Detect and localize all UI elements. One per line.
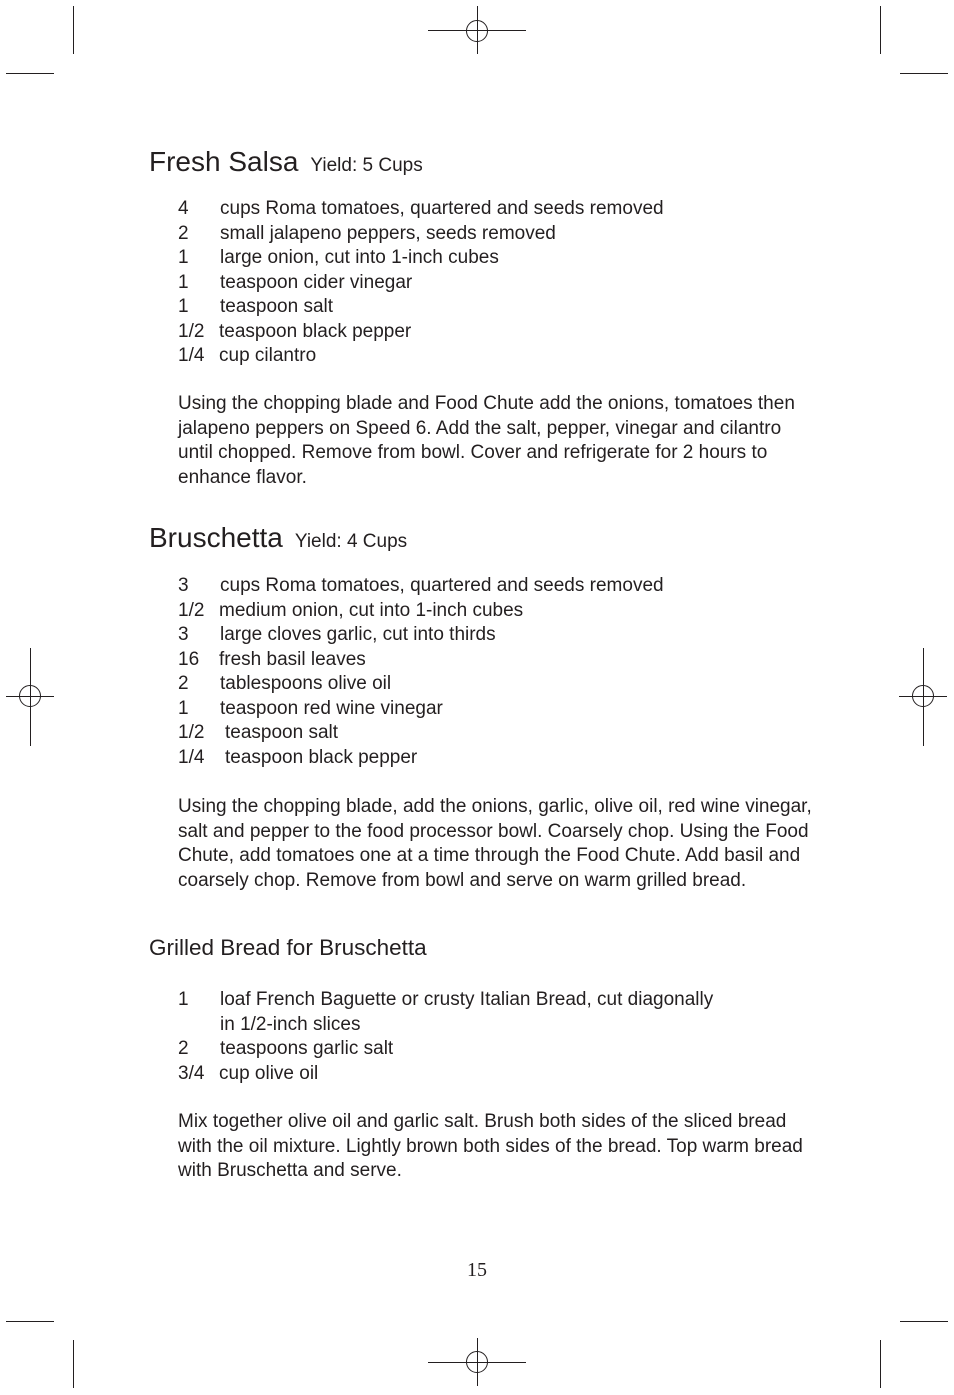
ingredient-text: teaspoon black pepper: [225, 746, 418, 768]
ingredient-list: [178, 197, 664, 369]
ingredient-item: [178, 648, 664, 673]
ingredient-qty: 1/2: [178, 599, 205, 621]
ingredient-item: [178, 320, 664, 345]
ingredient-text: large cloves garlic, cut into thirds: [220, 624, 496, 645]
ingredient-text: teaspoons garlic salt: [220, 1038, 394, 1059]
ingredient-text: [220, 988, 713, 1037]
ingredient-qty: 1: [178, 271, 189, 293]
ingredient-text: cups Roma tomatoes, quartered and seeds removed: [220, 198, 664, 219]
ingredient-qty: 3: [178, 624, 189, 645]
ingredient-qty: 1: [178, 989, 189, 1010]
ingredient-qty: 1/4: [178, 345, 205, 366]
recipe-title: Grilled Bread for Bruschetta: [149, 935, 427, 960]
ingredient-text: teaspoon red wine vinegar: [220, 697, 443, 719]
ingredient-item: [178, 988, 713, 1037]
ingredient-qty: 1/2: [178, 320, 205, 342]
ingredient-text-line: loaf French Baguette or crusty Italian Bread, cut diagonally: [220, 989, 714, 1010]
recipe-instructions: Mix together olive oil and garlic salt. Brush both sides of the sliced bread with the oil mixture. Lightly brown both sides of the bread. Top warm bread with Bruschetta and serve.: [178, 1111, 803, 1181]
ingredient-text: teaspoon salt: [220, 296, 334, 317]
ingredient-item: [178, 672, 664, 697]
page-number: 15: [467, 1259, 487, 1281]
ingredient-qty: 1/4: [178, 746, 205, 768]
recipe-title: [149, 142, 423, 179]
ingredient-item: [178, 197, 664, 222]
ingredient-text: cup olive oil: [219, 1062, 319, 1084]
ingredient-text: teaspoon cider vinegar: [220, 271, 413, 293]
ingredient-text: teaspoon salt: [225, 722, 339, 743]
ingredient-list: [178, 574, 664, 770]
recipe-title: [149, 518, 407, 555]
ingredient-qty: 1: [178, 697, 189, 719]
ingredient-text: medium onion, cut into 1-inch cubes: [219, 599, 524, 621]
ingredient-item: [178, 246, 664, 271]
recipe-instructions: Using the chopping blade and Food Chute add the onions, tomatoes then jalapeno peppers on Speed 6. Add the salt, pepper, vinegar and cilantro until chopped. Remove from bowl. Cover and refrigerate for 2 hours to enhance flavor.: [178, 393, 795, 488]
ingredient-text: fresh basil leaves: [219, 648, 366, 670]
ingredient-text: large onion, cut into 1-inch cubes: [220, 247, 499, 268]
ingredient-qty: 2: [178, 222, 189, 244]
ingredient-qty: 2: [178, 1038, 189, 1059]
ingredient-qty: 16: [178, 648, 200, 670]
recipe-name: Bruschetta: [149, 522, 283, 553]
ingredient-item: [178, 1062, 713, 1087]
ingredient-item: [178, 271, 664, 296]
ingredient-qty: 1: [178, 296, 189, 317]
ingredient-item: [178, 1037, 713, 1062]
ingredient-text: teaspoon black pepper: [219, 320, 412, 342]
ingredient-text: cups Roma tomatoes, quartered and seeds removed: [220, 575, 664, 596]
ingredient-qty: 1: [178, 247, 189, 268]
ingredient-item: [178, 623, 664, 648]
ingredient-list: [178, 988, 713, 1086]
recipe-name: Fresh Salsa: [149, 146, 299, 177]
ingredient-text: tablespoons olive oil: [220, 673, 392, 694]
ingredient-text: cup cilantro: [219, 345, 317, 366]
ingredient-item: [178, 574, 664, 599]
ingredient-item: [178, 295, 664, 320]
ingredient-text: small jalapeno peppers, seeds removed: [220, 222, 556, 244]
ingredient-text-continuation: in 1/2-inch slices: [220, 1013, 361, 1035]
ingredient-qty: 1/2: [178, 722, 205, 743]
ingredient-item: [178, 721, 664, 746]
ingredient-item: [178, 697, 664, 722]
recipe-yield: Yield: 5 Cups: [310, 155, 423, 176]
ingredient-item: [178, 222, 664, 247]
recipe-yield: Yield: 4 Cups: [294, 531, 408, 552]
ingredient-qty: 4: [178, 198, 189, 219]
ingredient-qty: 3/4: [178, 1062, 205, 1084]
ingredient-qty: 2: [178, 673, 189, 694]
ingredient-item: [178, 746, 664, 771]
recipe-instructions: Using the chopping blade, add the onions, garlic, olive oil, red wine vinegar, salt and pepper to the food processor bowl. Coarsely chop. Using the Food Chute, add tomatoes one at a time through the Food Chute. Add basil and coarsely chop. Remove from bowl and serve on warm grilled bread.: [178, 796, 812, 891]
ingredient-item: [178, 599, 664, 624]
ingredient-item: [178, 344, 664, 369]
ingredient-qty: 3: [178, 575, 189, 596]
